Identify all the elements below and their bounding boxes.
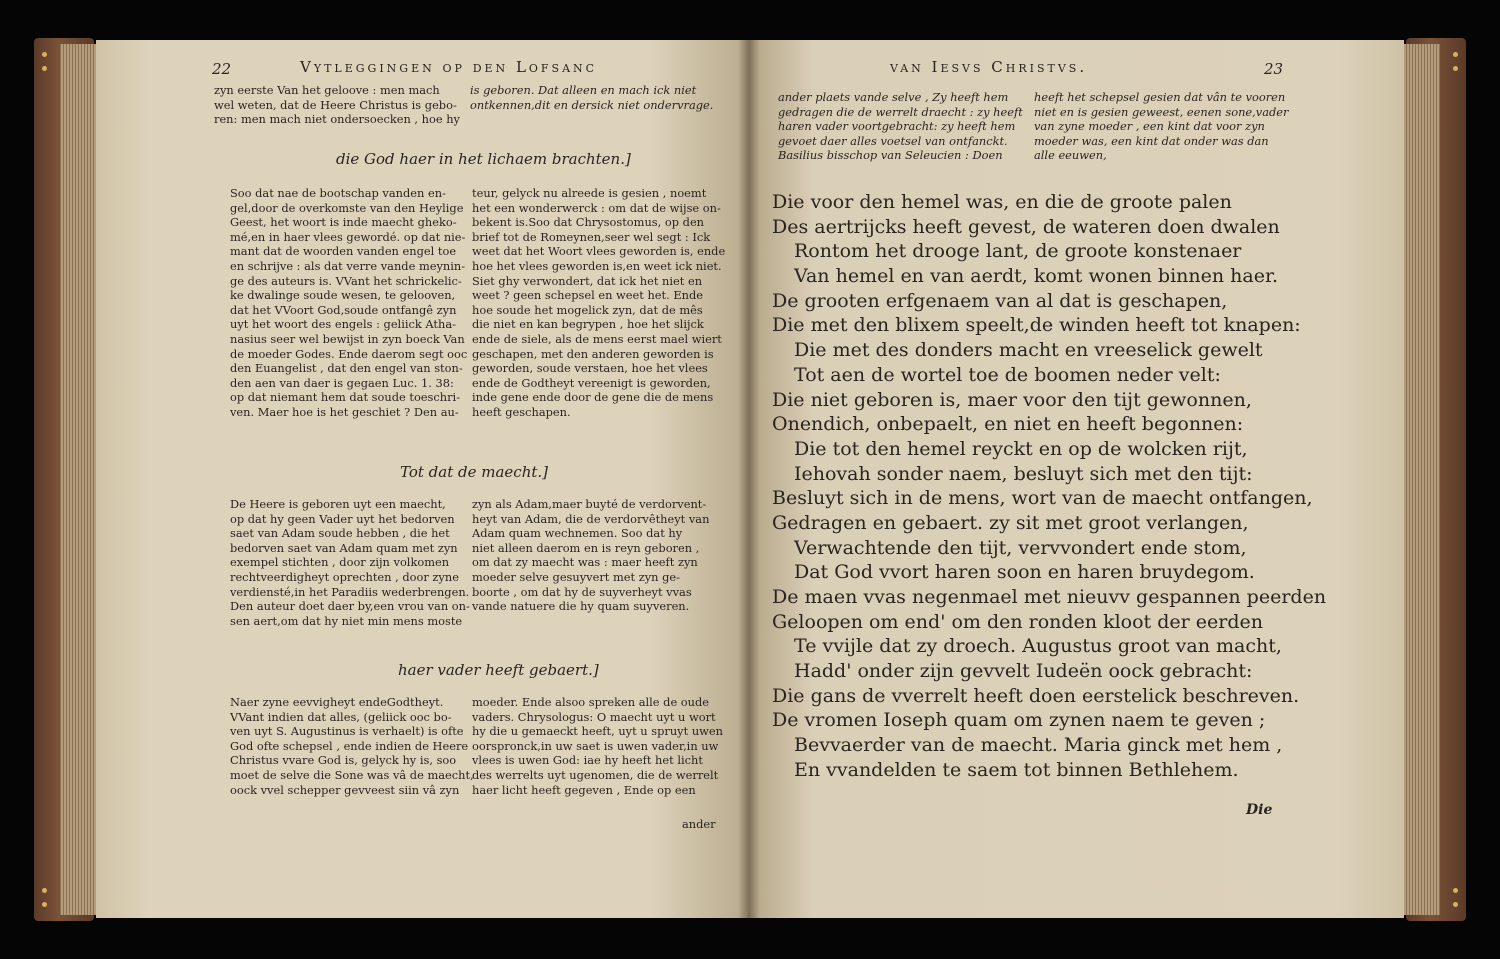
text-line: Basilius bisschop van Seleucien : Doen [778, 148, 1003, 163]
text-line: gevoet daer alles voetsel van ontfanckt. [778, 133, 1008, 148]
text-line: heyt van Adam, die de verdorvêtheyt van [472, 511, 710, 526]
text-line: moeder selve gesuyvert met zyn ge- [472, 569, 681, 584]
poem-line: En vvandelden te saem tot binnen Bethlehem. [794, 758, 1239, 781]
text-line: is geboren. Dat alleen en mach ick niet [470, 83, 697, 97]
caption-1: die God haer in het lichaem brachten.] [336, 150, 631, 168]
sec1-col1 [230, 186, 467, 420]
text-line: heeft het schepsel gesien dat vân te vooren [1034, 90, 1286, 104]
text-line: om dat zy maecht was : maer heeft zyn [472, 555, 698, 570]
text-line: den aen van daer is gegaen Luc. 1. 38: [230, 375, 454, 390]
text-line: ontkennen,dit en dersick niet ondervrage. [470, 97, 714, 112]
caption-3: haer vader heeft gebaert.] [398, 661, 599, 679]
text-line: geschapen, met den anderen geworden is [472, 346, 714, 361]
text-line: De Heere is geboren uyt een maecht, [230, 497, 446, 511]
poem-line: Die niet geboren is, maer voor den tijt gewonnen, [772, 388, 1252, 411]
text-line: moeder. Ende alsoo spreken alle de oude [472, 695, 710, 709]
text-line: vaders. Chrysologus: O maecht uyt u wort [472, 709, 716, 724]
text-line: verdiensté,in het Paradiis wederbrengen. [230, 584, 470, 599]
poem-line: Geloopen om end' om den ronden kloot der eerden [772, 610, 1263, 633]
page-number-left: 22 [212, 60, 232, 78]
cover-stud [42, 66, 47, 71]
text-line: rechtveerdigheyt oprechten , door zyne [230, 569, 459, 584]
text-line: teur, gelyck nu alreede is gesien , noemt [472, 186, 707, 200]
text-line: boorte , om dat hy de suyverheyt vvas [472, 584, 692, 599]
poem-line: Hadd' onder zijn gevvelt Iudeën oock gebracht: [794, 660, 1253, 683]
poem-line: Dat God vvort haren soon en haren bruydegom. [794, 561, 1255, 584]
sec2-col1 [230, 497, 470, 628]
poem-line: Die tot den hemel reyckt en op de wolcken rijt, [794, 437, 1248, 460]
text-line: weet dat het Woort vlees geworden is, ende [472, 244, 726, 259]
text-line: des werrelts uyt ugenomen, die de werrelt [472, 767, 719, 782]
poem-line: Die gans de vverrelt heeft doen eerstelick beschreven. [772, 684, 1300, 707]
text-line: brief tot de Romeynen,seer wel segt : Ick [472, 229, 711, 244]
text-line: gel,door de overkomste van den Heylige [230, 200, 464, 215]
text-line: hoe het vlees geworden is,en weet ick niet. [472, 258, 722, 273]
sec2-col2 [472, 497, 709, 628]
text-line: den Euangelist , dat den engel van ston- [230, 361, 463, 376]
poem-verses [772, 190, 1326, 783]
poem-line: Verwachtende den tijt, vervvondert ende stom, [794, 536, 1247, 559]
text-line: gedragen die de werrelt draecht : zy heeft [778, 104, 1023, 119]
poem-line: Besluyt sich in de mens, wort van de maecht ontfangen, [772, 487, 1313, 510]
sec1-col2 [472, 186, 725, 420]
caption-2: Tot dat de maecht.] [400, 463, 549, 481]
poem-line: De grooten erfgenaem van al dat is geschapen, [772, 289, 1228, 312]
poem-line: Tot aen de wortel toe de boomen neder velt: [794, 363, 1221, 386]
text-line: ven. Maer hoe is het geschiet ? Den au- [230, 404, 459, 419]
text-line: ren: men mach niet ondersoecken , hoe hy [214, 112, 460, 127]
running-head-left: Vytleggingen op den Lofsanc [300, 58, 598, 76]
poem-line: Des aertrijcks heeft gevest, de wateren doen dwalen [772, 215, 1280, 238]
cover-stud [1453, 902, 1458, 907]
book-gutter [738, 40, 760, 918]
text-line: vlees is uwen God: iae hy heeft het licht [472, 753, 703, 768]
cover-stud [1453, 52, 1458, 57]
text-line: Soo dat nae de bootschap vanden en- [230, 186, 446, 200]
text-line: ende de Godtheyt vereenigt is geworden, [472, 375, 711, 390]
sec3-col2 [472, 695, 723, 797]
text-line: ge des auteurs is. VVant het schrickelic- [230, 273, 462, 288]
poem-line: Bevvaerder van de maecht. Maria ginck met hem , [794, 734, 1283, 757]
text-line: heeft geschapen. [472, 404, 571, 419]
text-line: Den auteur doet daer by,een vrou van on- [230, 599, 470, 614]
catchword-right: Die [1246, 802, 1273, 818]
text-line: op dat hy geen Vader uyt het bedorven [230, 511, 455, 526]
text-line: zyn als Adam,maer buyté de verdorvent- [472, 497, 707, 511]
text-line: het een wonderwerck : om dat de wijse on- [472, 200, 721, 215]
poem-line: Iehovah sonder naem, besluyt sich met den tijt: [794, 462, 1253, 485]
text-line: vande natuere die hy quam suyveren. [472, 599, 690, 614]
running-head-right: van Iesvs Christvs. [890, 58, 1088, 76]
text-line: geworden, soude verstaen, hoe het vlees [472, 361, 708, 376]
text-line: haren vader voortgebracht: zy heeft hem [778, 119, 1016, 134]
text-line: alle eeuwen, [1034, 148, 1107, 163]
cover-stud [1453, 66, 1458, 71]
cover-stud [1453, 888, 1458, 893]
page-edges-right [1400, 44, 1440, 915]
text-line: exempel stichten , door zijn volkomen [230, 555, 450, 570]
text-line: dat het VVoort God,soude ontfangê zyn [230, 302, 457, 317]
poem-line: De vromen Ioseph quam om zynen naem te geven ; [772, 709, 1266, 732]
cover-stud [42, 888, 47, 893]
poem-line: Rontom het drooge lant, de groote konstenaer [794, 240, 1242, 263]
text-line: inde gene ende door de gene die de mens [472, 390, 714, 405]
poem-line: Van hemel en van aerdt, komt wonen binnen haer. [794, 265, 1279, 288]
top-col2-left [470, 83, 713, 127]
text-line: Adam quam wechnemen. Soo dat hy [472, 526, 683, 541]
text-line: niet en is gesien geweest, eenen sone,vader [1034, 104, 1289, 119]
text-line: sen aert,om dat hy niet min mens moste [230, 613, 463, 628]
page-edges-left [60, 44, 100, 915]
sec3-col1 [230, 695, 474, 797]
text-line: ven uyt S. Augustinus is verhaelt) is ofte [230, 724, 464, 739]
text-line: moeder was, een kint dat onder was dan [1034, 133, 1269, 148]
text-line: zyn eerste Van het geloove : men mach [214, 83, 440, 97]
text-line: saet van Adam soude hebben , die het [230, 526, 450, 541]
text-line: op dat niemant hem dat soude toeschri- [230, 390, 461, 405]
top-col1-right [778, 90, 1023, 163]
text-line: weet ? geen schepsel en weet het. Ende [472, 288, 704, 303]
poem-line: Die met den blixem speelt,de winden heeft tot knapen: [772, 314, 1301, 337]
poem-line: De maen vvas negenmael met nieuvv gespannen peerden [772, 586, 1327, 608]
text-line: hy die u gemaeckt heeft, uyt u spruyt uwen [472, 724, 723, 739]
text-line: God ofte schepsel , ende indien de Heere [230, 738, 469, 753]
text-line [470, 112, 713, 127]
text-line: Christus vvare God is, gelyck hy is, soo [230, 753, 457, 768]
cover-stud [42, 902, 47, 907]
text-line: de moeder Godes. Ende daerom segt ooc [230, 346, 468, 361]
text-line: die niet en kan begrypen , hoe het slijck [472, 317, 704, 332]
top-col2-right [1034, 90, 1289, 163]
text-line: VVant indien dat alles, (geliick ooc bo- [230, 709, 452, 724]
poem-line: Die met des donders macht en vreeselick gewelt [794, 339, 1263, 362]
top-col1-left [214, 83, 460, 127]
catchword-left: ander [682, 817, 716, 831]
text-line: bekent is.Soo dat Chrysostomus, op den [472, 215, 705, 230]
text-line [472, 614, 709, 629]
text-line: mant dat de woorden vanden engel toe [230, 244, 457, 259]
page-number-right: 23 [1264, 60, 1284, 78]
text-line: Siet ghy verwondert, dat ick het niet en [472, 273, 703, 288]
text-line: ende de siele, als de mens eerst mael wiert [472, 331, 722, 346]
text-line: haer licht heeft gegeven , Ende op een [472, 782, 696, 797]
text-line: wel weten, dat de Heere Christus is gebo- [214, 97, 457, 112]
text-line: van zyne moeder , een kint dat voor zyn [1034, 119, 1265, 134]
text-line: en schrijve : als dat verre vande meynin- [230, 258, 466, 273]
text-line: ke dwalinge soude wesen, te gelooven, [230, 288, 456, 303]
text-line: Geest, het woort is inde maecht ghekо- [230, 215, 457, 230]
text-line: oorspronck,in uw saet is uwen vader,in uw [472, 738, 719, 753]
poem-line: Te vvijle dat zy droech. Augustus groot van macht, [794, 635, 1282, 658]
text-line: uyt het woort des engels : geliick Atha- [230, 317, 456, 332]
text-line: nasius seer wel bewijst in zyn boeck Van [230, 331, 465, 346]
text-line: Naer zyne eevvigheyt endeGodtheyt. [230, 695, 444, 709]
text-line: ander plaets vande selve , Zy heeft hem [778, 90, 1009, 104]
text-line: hoe soude het mogelick zyn, dat de mês [472, 302, 703, 317]
poem-line: Onendich, onbepaelt, en niet en heeft begonnen: [772, 413, 1244, 436]
poem-line: Die voor den hemel was, en die de groote palen [772, 191, 1232, 213]
poem-line: Gedragen en gebaert. zy sit met groot verlangen, [772, 511, 1249, 534]
cover-stud [42, 52, 47, 57]
text-line: mé,en in haer vlees gewordé. op dat nie- [230, 229, 466, 244]
text-line: niet alleen daerom en is reyn geboren , [472, 540, 700, 555]
text-line: oock vvel schepper gevveest siin vâ zyn [230, 782, 460, 797]
text-line: bedorven saet van Adam quam met zyn [230, 540, 458, 555]
text-line: moet de selve die Sone was vâ de maecht, [230, 767, 474, 782]
